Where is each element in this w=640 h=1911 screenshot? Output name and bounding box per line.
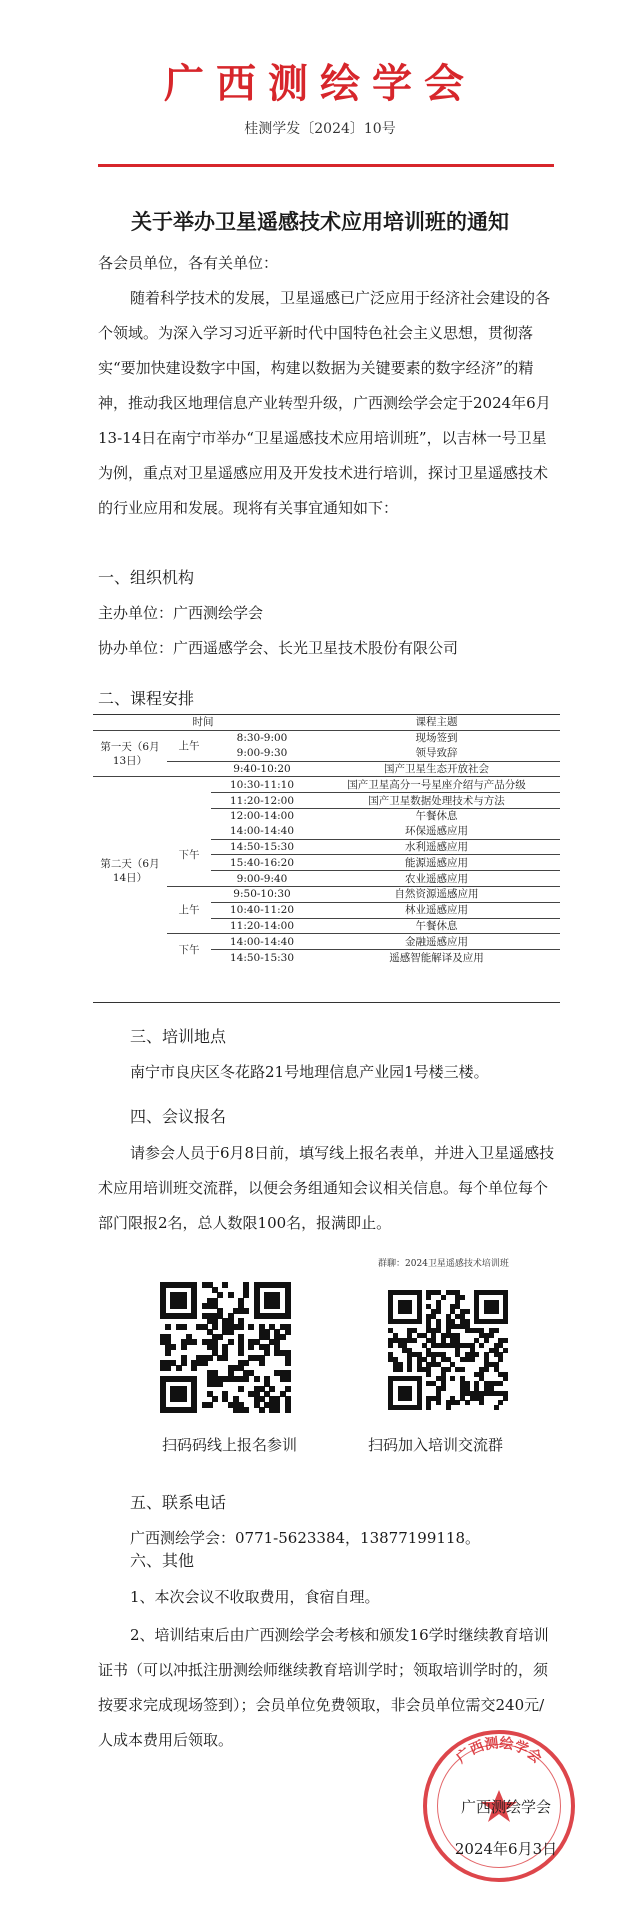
qr-module xyxy=(176,1365,182,1371)
qr-caption-left: 扫码码线上报名参训 xyxy=(162,1436,298,1454)
qr-module xyxy=(503,1319,508,1324)
qr-module xyxy=(207,1402,213,1408)
qr-module xyxy=(248,1344,254,1350)
qr-module xyxy=(243,1360,249,1366)
qr-module xyxy=(417,1319,422,1324)
qr-caption-right: 扫码加入培训交流群 xyxy=(368,1436,504,1454)
qr-module xyxy=(222,1282,228,1288)
qr-module xyxy=(170,1344,176,1350)
qr-module xyxy=(470,1357,475,1362)
salutation: 各会员单位，各有关单位： xyxy=(98,254,279,272)
qr-module xyxy=(238,1350,244,1356)
time-cell: 11:20-14:00 xyxy=(211,918,313,934)
qr-module xyxy=(254,1376,260,1382)
qr-module xyxy=(181,1303,187,1309)
am-cell xyxy=(167,777,211,824)
qr-module xyxy=(503,1348,508,1353)
day2-label: 第二天（6月14日） xyxy=(100,858,160,885)
qr-module xyxy=(181,1396,187,1402)
qr-module xyxy=(455,1400,460,1405)
time-cell: 10:30-11:10 xyxy=(211,777,313,793)
contact-text: 广西测绘学会：0771-5623384，13877199118。 xyxy=(130,1529,481,1547)
qr-module xyxy=(498,1381,503,1386)
qr-module xyxy=(285,1329,291,1335)
col-topic-header: 课程主题 xyxy=(313,714,560,731)
qr-module xyxy=(191,1365,197,1371)
day1-am: 上午 xyxy=(167,731,211,762)
time-cell: 15:40-16:20 xyxy=(211,855,313,871)
topic-cell: 午餐休息 xyxy=(415,810,458,823)
qr-module xyxy=(436,1400,441,1405)
qr-module xyxy=(412,1338,417,1343)
topic-cell: 环保遥感应用 xyxy=(313,824,560,839)
section1-heading: 一、组织机构 xyxy=(98,568,195,587)
day1-blank xyxy=(167,761,211,777)
table-row xyxy=(93,777,560,793)
qr-module xyxy=(494,1309,499,1314)
topic-cell: 国产卫星数据处理技术与方法 xyxy=(313,793,560,809)
qr-module xyxy=(280,1334,286,1340)
qr-module xyxy=(243,1292,249,1298)
qr-module xyxy=(228,1329,234,1335)
time-cell: 14:00-14:40 xyxy=(211,934,313,950)
qr-module xyxy=(407,1367,412,1372)
signature-org: 广西测绘学会 xyxy=(460,1798,551,1816)
qr-module xyxy=(191,1313,197,1319)
intro-paragraph: 随着科学技术的发展，卫星遥感已广泛应用于经济社会建设的各个领域。为深入学习习近平新时代中国特色社会主义思想，贯彻落实“要加快建设数字中国，构建以数据为关键要素的数字经济”的精神，推动我区地理信息产业转型升级，广西测绘学会定于2024年6月13-14日在南宁市举办“卫星遥感技术应用培训班”，以吉林一号卫星为例，重点对卫星遥感应用及开发技术进行培训，探讨卫星遥感技术的行业应用和发展。现将有关事宜通知如下： xyxy=(98,289,551,517)
table-top-border xyxy=(93,714,560,715)
svg-text:广西测绘学会 xyxy=(453,1734,545,1766)
qr-module xyxy=(165,1324,171,1330)
qr-module xyxy=(285,1376,291,1382)
topic-cell: 遥感智能解译及应用 xyxy=(389,951,484,964)
qr-module xyxy=(426,1372,431,1377)
day1-label: 第一天（6月13日） xyxy=(93,731,167,777)
qr-module xyxy=(407,1396,412,1401)
qr-module xyxy=(446,1405,451,1410)
qr-module xyxy=(238,1386,244,1392)
other-item-1: 1、本次会议不收取费用，食宿自理。 xyxy=(130,1588,380,1606)
topic-cell: 林业遥感应用 xyxy=(313,902,560,918)
qr-module xyxy=(489,1333,494,1338)
qr-module xyxy=(243,1407,249,1413)
qr-module xyxy=(460,1295,465,1300)
signature-date: 2024年6月3日 xyxy=(454,1840,558,1858)
qr-module xyxy=(238,1324,244,1330)
topic-cell: 午餐休息 xyxy=(313,918,560,934)
qr-module xyxy=(474,1352,479,1357)
qr-module xyxy=(191,1339,197,1345)
qr-module xyxy=(264,1350,270,1356)
qr-module xyxy=(222,1355,228,1361)
venue-text: 南宁市良庆区冬花路21号地理信息产业园1号楼三楼。 xyxy=(130,1063,489,1081)
qr-module xyxy=(202,1360,208,1366)
qr-module xyxy=(228,1339,234,1345)
time-cell: 11:20-12:00 xyxy=(211,793,313,809)
qr-module xyxy=(259,1407,265,1413)
qr-module xyxy=(285,1407,291,1413)
time-cell: 14:00-14:40 xyxy=(211,824,313,839)
red-divider xyxy=(98,164,554,167)
qr-module xyxy=(248,1324,254,1330)
topic-cell: 国产卫星生态开放社会 xyxy=(313,761,560,777)
co-organizer: 协办单位：广西遥感学会、长光卫星技术股份有限公司 xyxy=(98,639,459,657)
qr-module xyxy=(479,1343,484,1348)
topic-cell: 能源遥感应用 xyxy=(313,855,560,871)
topic-cell: 金融遥感应用 xyxy=(313,934,560,950)
qr-module xyxy=(484,1367,489,1372)
qr-module xyxy=(207,1355,213,1361)
section4-heading: 四、会议报名 xyxy=(130,1107,227,1126)
qr-module xyxy=(285,1386,291,1392)
pm-label: 下午 xyxy=(167,824,211,887)
group-chat-qr-code[interactable] xyxy=(388,1290,508,1410)
qr-module xyxy=(274,1407,280,1413)
qr-module xyxy=(217,1292,223,1298)
qr-module xyxy=(165,1365,171,1371)
qr-module xyxy=(479,1400,484,1405)
seal-text: 广西测绘学会 xyxy=(453,1735,545,1767)
col-time-header: 时间 xyxy=(93,714,313,731)
qr-module xyxy=(465,1400,470,1405)
time-cell: 9:40-10:20 xyxy=(211,761,313,777)
qr-module xyxy=(460,1367,465,1372)
organizer: 主办单位：广西测绘学会 xyxy=(98,604,264,622)
qr-module xyxy=(417,1405,422,1410)
qr-module xyxy=(441,1386,446,1391)
topic-cell: 农业遥感应用 xyxy=(313,871,560,887)
time-cell: 12:00-14:00 xyxy=(229,810,295,823)
qr-module xyxy=(212,1396,218,1402)
qr-module xyxy=(269,1386,275,1392)
other-item-2: 2、培训结束后由广西测绘学会考核和颁发16学时继续教育培训证书（可以冲抵注册测绘师继续教育培训学时；领取培训学时的，须按要求完成现场签到）；会员单位免费领取，非会员单位需交240元/人成本费用后领取。 xyxy=(98,1626,549,1749)
qr-module xyxy=(450,1376,455,1381)
qr-module xyxy=(285,1313,291,1319)
org-name-header: 广西测绘学会 xyxy=(164,60,476,107)
qr-module xyxy=(498,1400,503,1405)
qr-module xyxy=(398,1367,403,1372)
time-cell: 14:50-15:30 xyxy=(211,839,313,855)
qr-module xyxy=(259,1360,265,1366)
qr-module xyxy=(465,1309,470,1314)
notice-title: 关于举办卫星遥感技术应用培训班的通知 xyxy=(131,209,509,234)
qr-module xyxy=(436,1309,441,1314)
topic-cell: 领导致辞 xyxy=(313,746,560,761)
time-cell: 9:00-9:30 xyxy=(211,746,313,761)
qr-module xyxy=(498,1357,503,1362)
qr-module xyxy=(426,1405,431,1410)
qr-module xyxy=(212,1324,218,1330)
qr-module xyxy=(285,1360,291,1366)
section2-heading: 二、课程安排 xyxy=(98,689,195,708)
time-cell: 8:30-9:00 xyxy=(236,732,288,745)
qr-module xyxy=(191,1407,197,1413)
qr-module xyxy=(503,1376,508,1381)
qr-module xyxy=(503,1338,508,1343)
qr-module xyxy=(243,1308,249,1314)
qr-module xyxy=(228,1292,234,1298)
qr-module xyxy=(388,1343,393,1348)
table-row xyxy=(93,731,560,746)
section6-heading: 六、其他 xyxy=(130,1551,195,1570)
qr-module xyxy=(441,1295,446,1300)
qr-module xyxy=(217,1381,223,1387)
pm-label: 下午 xyxy=(178,943,200,956)
qr-module xyxy=(407,1309,412,1314)
group-chat-header: 群聊：2024卫星遥感技术培训班 xyxy=(378,1259,509,1269)
registration-qr-code[interactable] xyxy=(160,1282,290,1412)
qr-module xyxy=(494,1405,499,1410)
topic-cell: 现场签到 xyxy=(415,732,458,745)
qr-module xyxy=(426,1295,431,1300)
am-label: 上午 xyxy=(167,886,211,933)
qr-module xyxy=(181,1344,187,1350)
registration-text: 请参会人员于6月8日前，填写线上报名表单，并进入卫星遥感技术应用培训班交流群，以便会务组通知会议相关信息。每个单位每个部门限报2名，总人数限100名，报满即止。 xyxy=(98,1144,555,1232)
section3-heading: 三、培训地点 xyxy=(130,1027,227,1046)
qr-module xyxy=(503,1396,508,1401)
schedule-header-row xyxy=(93,714,560,731)
qr-module xyxy=(181,1324,187,1330)
qr-module xyxy=(494,1328,499,1333)
time-cell: 14:50-15:30 xyxy=(229,951,295,964)
time-cell: 9:00-9:40 xyxy=(211,871,313,887)
qr-module xyxy=(243,1376,249,1382)
table-bottom-border xyxy=(93,1002,560,1003)
qr-module xyxy=(217,1334,223,1340)
topic-cell: 水利遥感应用 xyxy=(313,839,560,855)
qr-module xyxy=(446,1367,451,1372)
qr-module xyxy=(484,1338,489,1343)
document-number: 桂测学发〔2024〕10号 xyxy=(244,121,396,137)
section5-heading: 五、联系电话 xyxy=(130,1493,227,1512)
time-cell: 10:40-11:20 xyxy=(211,902,313,918)
schedule-table xyxy=(93,714,560,965)
time-cell: 9:50-10:30 xyxy=(211,886,313,902)
qr-module xyxy=(274,1303,280,1309)
qr-module xyxy=(181,1360,187,1366)
qr-module xyxy=(165,1350,171,1356)
topic-cell: 国产卫星高分一号星座介绍与产品分级 xyxy=(313,777,560,793)
topic-cell: 自然资源遥感应用 xyxy=(313,886,560,902)
